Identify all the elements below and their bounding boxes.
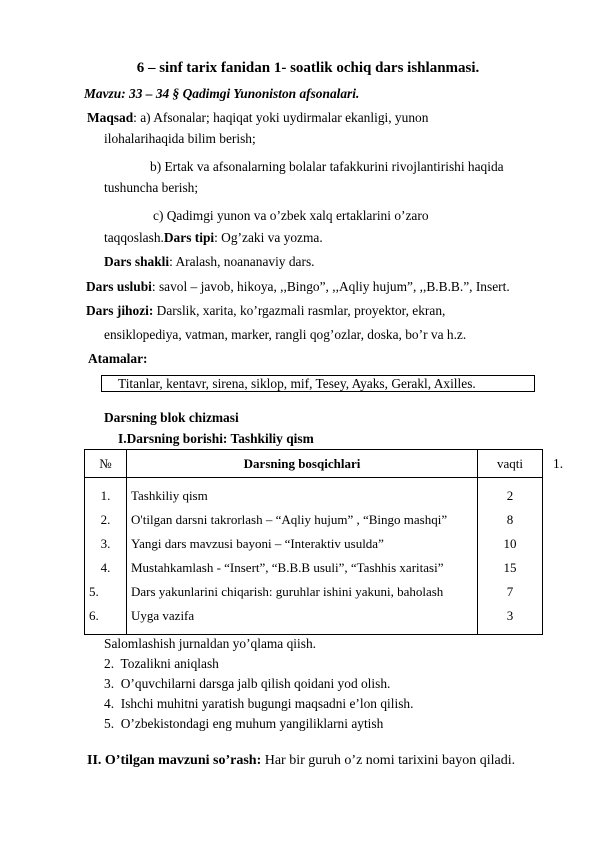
table-row	[85, 532, 543, 556]
table-row	[85, 556, 543, 580]
dars-jihozi-label: Dars jihozi:	[86, 303, 154, 318]
list-item	[104, 676, 390, 692]
dars-shakli	[104, 254, 315, 270]
row-stage: Dars yakunlarini chiqarish: guruhlar ishini yakuni, baholash	[127, 580, 478, 604]
maqsad-c2	[104, 230, 323, 246]
list-item-text: O’zbekistondagi eng muhum yangiliklarni aytish	[120, 716, 384, 731]
row-time: 8	[478, 508, 543, 532]
row-stage: O'tilgan darsni takrorlash – “Aqliy hujum” , “Bingo mashqi”	[127, 508, 478, 532]
dars-jihozi-text2: ensiklopediya, vatman, marker, rangli qog’ozlar, doska, bo’r va h.z.	[104, 327, 467, 342]
dars-shakli-text: : Aralash, noananaviy dars.	[169, 254, 315, 269]
maqsad-c2-text: taqqoslash.	[104, 230, 164, 245]
section-two-text: Har bir guruh o’z nomi tarixini bayon qiladi.	[261, 753, 516, 768]
maqsad-a: : a) Afsonalar; haqiqat yoki uydirmalar ekanligi, yunon	[133, 110, 429, 125]
row-time: 10	[478, 532, 543, 556]
header-number: №	[85, 450, 127, 478]
section-two	[87, 753, 515, 769]
row-time: 7	[478, 580, 543, 604]
atamalar-label: Atamalar:	[88, 351, 148, 366]
table-row	[85, 604, 543, 635]
table-row	[85, 508, 543, 532]
row-time: 2	[478, 478, 543, 509]
stages-table	[84, 449, 543, 635]
row-stage: Yangi dars mavzusi bayoni – “Interaktiv usulda”	[127, 532, 478, 556]
list-item	[104, 656, 219, 672]
row-number: 1.	[85, 478, 127, 509]
maqsad-a2: ilohalarihaqida bilim berish;	[104, 131, 256, 146]
dars-shakli-label: Dars shakli	[104, 254, 170, 269]
atamalar-box: Titanlar, kentavr, sirena, siklop, mif, Tesey, Ayaks, Gerakl, Axilles.	[101, 375, 535, 392]
dars-uslubi	[86, 279, 510, 295]
row-number: 6.	[85, 604, 127, 635]
list-item	[104, 636, 316, 652]
row-number: 5.	[85, 580, 127, 604]
borishi-text: Darsning borishi: Tashkiliy qism	[126, 431, 314, 446]
maqsad-c: c) Qadimgi yunon va o’zbek xalq ertaklarini o’zaro	[153, 208, 429, 223]
list-item-number: 4.	[104, 696, 115, 711]
mavzu-label: Mavzu:	[84, 86, 126, 101]
table-header-row	[85, 450, 543, 478]
dars-jihozi-text: Darslik, xarita, ko’rgazmali rasmlar, proyektor, ekran,	[153, 303, 446, 318]
dars-tipi-label: Dars tipi	[163, 230, 215, 245]
mavzu-line	[84, 86, 359, 102]
borishi-num: I.	[118, 431, 127, 446]
maqsad-line-a	[87, 110, 428, 126]
header-stage: Darsning bosqichlari	[127, 450, 478, 478]
row-time: 15	[478, 556, 543, 580]
maqsad-label: Maqsad	[87, 110, 134, 125]
maqsad-b: b) Ertak va afsonalarning bolalar tafakkurini rivojlantirishi haqida	[150, 159, 504, 174]
row-time: 3	[478, 604, 543, 635]
list-item-text: O’quvchilarni darsga jalb qilish qoidani yod olish.	[120, 676, 391, 691]
list-item-number: 2.	[104, 656, 115, 671]
row-number: 2.	[85, 508, 127, 532]
margin-number: 1.	[553, 456, 564, 471]
row-stage: Mustahkamlash - “Insert”, “B.B.B usuli”, “Tashhis xaritasi”	[127, 556, 478, 580]
header-time: vaqti	[478, 450, 543, 478]
row-stage: Tashkiliy qism	[127, 478, 478, 509]
dars-uslubi-text: : savol – javob, hikoya, ,,Bingo”, ,,Aqliy hujum”, ,,B.B.B.”, Insert.	[151, 279, 510, 294]
row-stage: Uyga vazifa	[127, 604, 478, 635]
dars-uslubi-label: Dars uslubi	[86, 279, 152, 294]
dars-tipi-text: : Og’zaki va yozma.	[214, 230, 323, 245]
list-item-text: Ishchi muhitni yaratish bugungi maqsadni e’lon qilish.	[120, 696, 414, 711]
list-item	[104, 716, 383, 732]
list-item-text: Tozalikni aniqlash	[120, 656, 219, 671]
list-item-number: 5.	[104, 716, 115, 731]
list-item-text: Salomlashish jurnaldan yo’qlama qiish.	[104, 636, 316, 651]
table-row	[85, 478, 543, 509]
page-title: 6 – sinf tarix fanidan 1- soatlik ochiq dars ishlanmasi.	[136, 60, 480, 76]
row-number: 3.	[85, 532, 127, 556]
list-item	[104, 696, 413, 712]
maqsad-b2: tushuncha berish;	[104, 180, 199, 195]
list-item-number: 3.	[104, 676, 115, 691]
row-number: 4.	[85, 556, 127, 580]
mavzu-text: 33 – 34 § Qadimgi Yunoniston afsonalari.	[129, 86, 360, 101]
borishi-heading	[118, 431, 314, 447]
blok-chizmasi-heading: Darsning blok chizmasi	[104, 410, 239, 425]
table-row	[85, 580, 543, 604]
section-two-label: II. O’tilgan mavzuni so’rash:	[87, 753, 262, 768]
dars-jihozi	[86, 303, 445, 319]
